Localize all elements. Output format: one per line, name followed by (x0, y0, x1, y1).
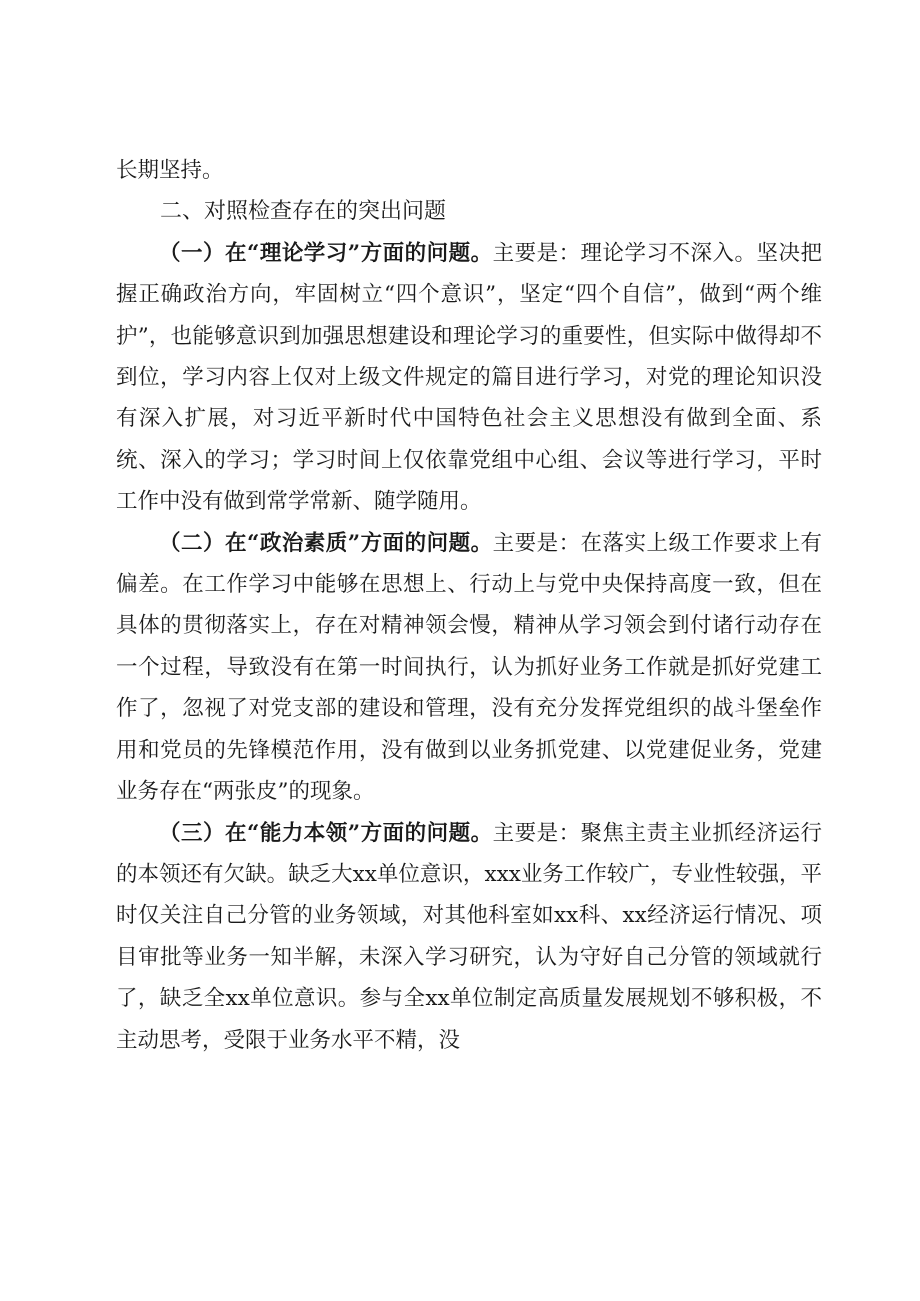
paragraph-ability-skills (116, 813, 822, 1061)
paragraph-theory-study (116, 233, 822, 523)
document-page (116, 150, 822, 1061)
paragraph-body: 主要是：在落实上级工作要求上有偏差。在工作学习中能够在思想上、行动上与党中央保持高度一致，但在具体的贯彻落实上，存在对精神领会慢，精神从学习领会到付诸行动存在一个过程，导致没有在第一时间执行，认为抓好业务工作就是抓好党建工作了，忽视了对党支部的建设和管理，没有充分发挥党组织的战斗堡垒作用和党员的先锋模范作用，没有做到以业务抓党建、以党建促业务，党建业务存在“两张皮”的现象。 (116, 530, 822, 805)
paragraph-political-quality (116, 523, 822, 813)
paragraph-body: 主要是：聚焦主责主业抓经济运行的本领还有欠缺。缺乏大xx单位意识，xxx业务工作较广，专业性较强，平时仅关注自己分管的业务领域，对其他科室如xx科、xx经济运行情况、项目审批等业务一知半解，未深入学习研究，认为守好自己分管的领域就行了，缺乏全xx单位意识。参与全xx单位制定高质量发展规划不够积极，不主动思考，受限于业务水平不精，没 (116, 820, 822, 1053)
paragraph-lead: （二）在“政治素质”方面的问题。 (159, 530, 493, 556)
continuation-text: 长期坚持。 (116, 158, 224, 183)
paragraph-body: 主要是：理论学习不深入。坚决把握正确政治方向，牢固树立“四个意识”，坚定“四个自信”，做到“两个维护”，也能够意识到加强思想建设和理论学习的重要性，但实际中做得却不到位，学习内容上仅对上级文件规定的篇目进行学习，对党的理论知识没有深入扩展，对习近平新时代中国特色社会主义思想没有做到全面、系统、深入的学习；学习时间上仅依靠党组中心组、会议等进行学习，平时工作中没有做到常学常新、随学随用。 (116, 240, 822, 515)
paragraph-lead: （三）在“能力本领”方面的问题。 (159, 820, 493, 846)
paragraph-lead: （一）在“理论学习”方面的问题。 (159, 240, 493, 266)
section-heading: 二、对照检查存在的突出问题 (160, 199, 447, 225)
